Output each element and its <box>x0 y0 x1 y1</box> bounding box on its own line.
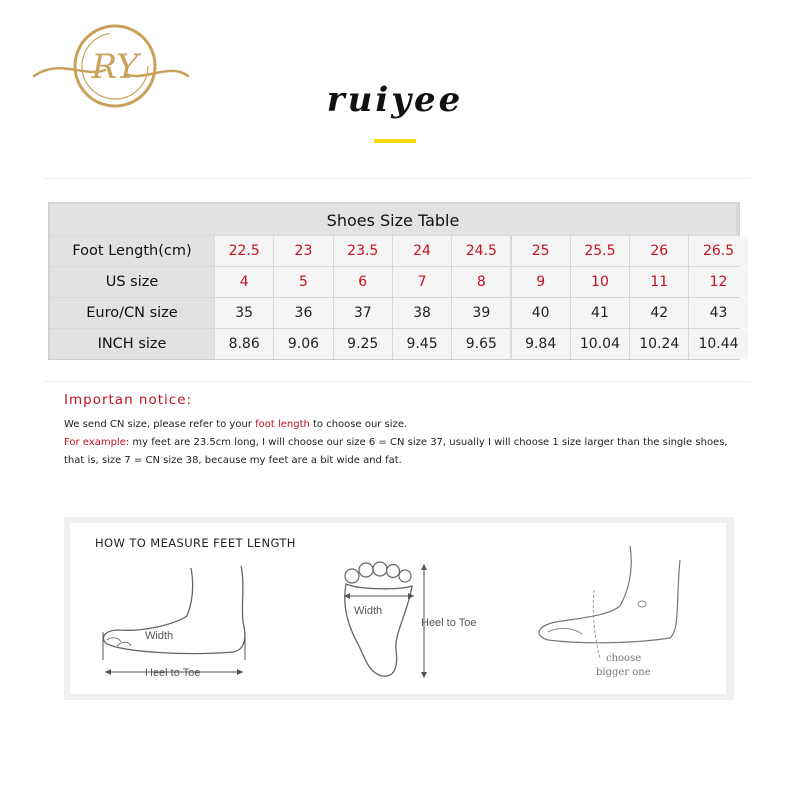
sole-length-label: Heel to Toe <box>421 617 477 629</box>
size-cell: 8 <box>452 267 510 297</box>
table-divider <box>44 381 750 382</box>
size-cell: 43 <box>689 298 747 328</box>
size-cell: 4 <box>215 267 273 297</box>
sole-width-label: Width <box>354 605 383 617</box>
sole-foot-illustration <box>330 556 500 686</box>
size-cell: 39 <box>452 298 510 328</box>
size-cell: 24.5 <box>452 236 510 266</box>
size-cell: 23 <box>274 236 332 266</box>
size-cell: 22.5 <box>215 236 273 266</box>
size-cell: 11 <box>630 267 688 297</box>
size-cell: 41 <box>571 298 629 328</box>
size-cell: 26.5 <box>689 236 747 266</box>
notice-line-1-end: to choose our size. <box>309 419 408 430</box>
size-cell: 12 <box>689 267 747 297</box>
size-row-label: Euro/CN size <box>50 298 214 328</box>
size-cell: 7 <box>393 267 451 297</box>
notice-line-1 <box>64 418 407 432</box>
size-cell: 8.86 <box>215 329 273 359</box>
side-foot-illustration <box>95 560 255 685</box>
choose-label-2: bigger one <box>596 667 651 678</box>
notice-line-2 <box>64 436 728 450</box>
size-cell: 10 <box>571 267 629 297</box>
logo-monogram: RY <box>91 47 139 87</box>
sole-outline <box>345 584 412 676</box>
size-cell: 23.5 <box>334 236 392 266</box>
size-cell: 5 <box>274 267 332 297</box>
notice-example-label: For example: <box>64 437 130 448</box>
size-cell: 9.45 <box>393 329 451 359</box>
size-cell: 10.24 <box>630 329 688 359</box>
choose-label-1: choose <box>606 653 642 664</box>
size-cell: 26 <box>630 236 688 266</box>
size-row-label: INCH size <box>50 329 214 359</box>
size-cell: 24 <box>393 236 451 266</box>
size-cell: 25.5 <box>571 236 629 266</box>
side-length-label: Heel to Toe <box>145 667 201 679</box>
size-cell: 10.04 <box>571 329 629 359</box>
notice-title: Importan notice: <box>64 392 193 408</box>
size-cell: 9.65 <box>452 329 510 359</box>
size-cell: 10.44 <box>689 329 747 359</box>
measure-title: HOW TO MEASURE FEET LENGTH <box>95 536 296 550</box>
size-table-title: Shoes Size Table <box>50 204 736 235</box>
size-cell: 36 <box>274 298 332 328</box>
top-divider <box>44 178 750 179</box>
size-cell: 9.25 <box>334 329 392 359</box>
brand-logo <box>30 18 192 118</box>
notice-line-3: that is, size 7 = CN size 38, because my feet are a bit wide and fat. <box>64 455 402 466</box>
size-cell: 9.06 <box>274 329 332 359</box>
notice-line-1-text: We send CN size, please refer to your <box>64 419 256 430</box>
side-width-label: Width <box>145 630 174 642</box>
compare-line <box>593 590 600 658</box>
size-cell: 38 <box>393 298 451 328</box>
size-row-label: US size <box>50 267 214 297</box>
size-cell: 37 <box>334 298 392 328</box>
size-cell: 9 <box>512 267 570 297</box>
size-table <box>48 202 740 360</box>
size-cell: 25 <box>512 236 570 266</box>
size-cell: 35 <box>215 298 273 328</box>
size-row-label: Foot Length(cm) <box>50 236 214 266</box>
brand-accent-bar <box>374 139 416 143</box>
brand-name: ruiyee <box>326 80 464 120</box>
notice-foot-length-highlight: foot length <box>255 419 310 430</box>
size-cell: 6 <box>334 267 392 297</box>
choose-bigger-illustration <box>530 540 690 690</box>
size-cell: 42 <box>630 298 688 328</box>
size-cell: 9.84 <box>512 329 570 359</box>
notice-line-2-text: my feet are 23.5cm long, I will choose our size 6 = CN size 37, usually I will choose 1 size larger than the single shoes, <box>129 437 728 448</box>
size-cell: 40 <box>512 298 570 328</box>
foot-side-outline <box>103 566 244 654</box>
